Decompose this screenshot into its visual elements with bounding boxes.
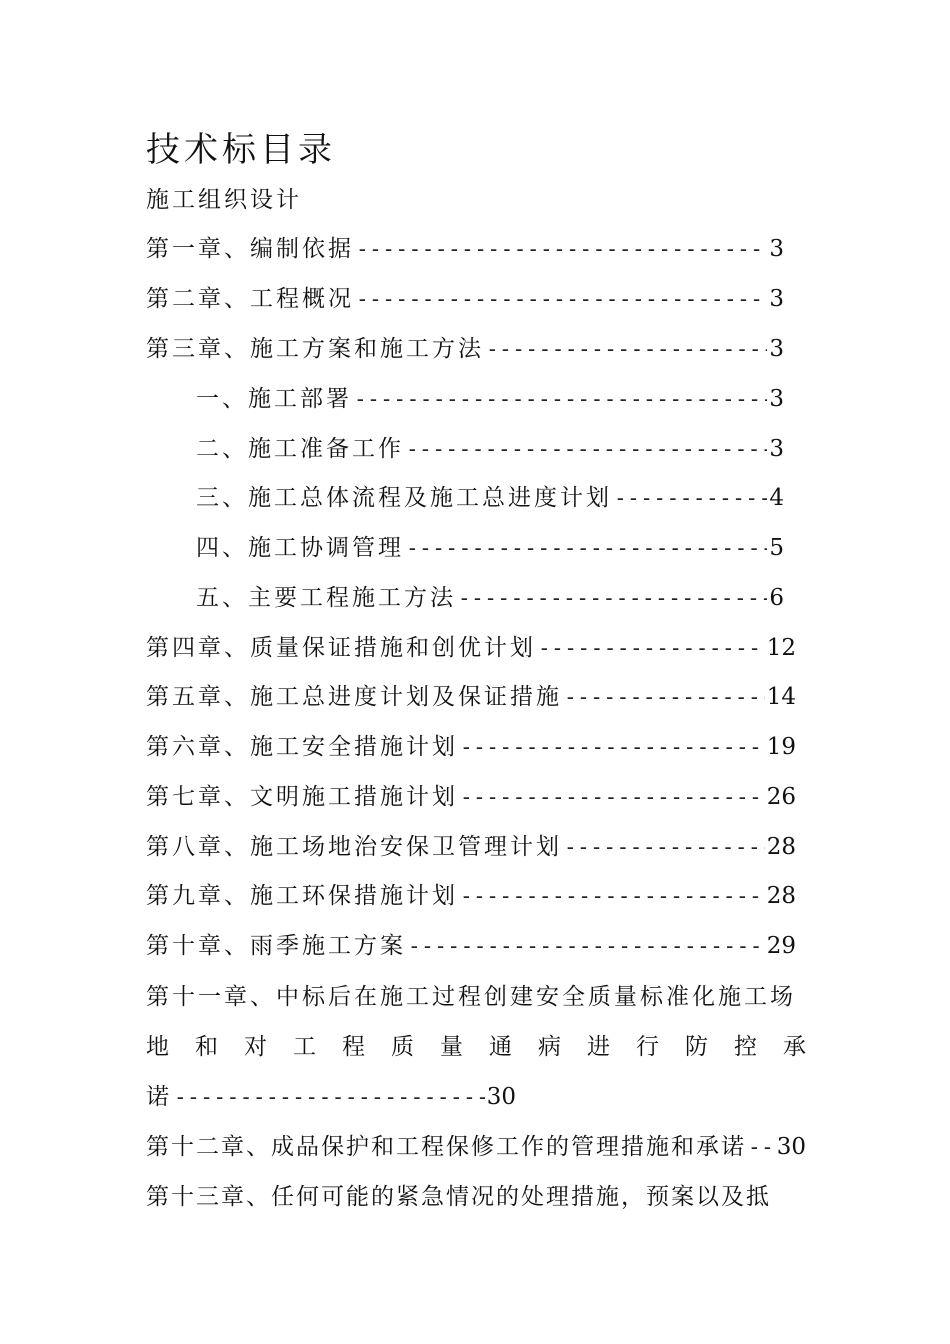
justified-char: 防 [685,1034,708,1060]
toc-entry-page: 5 [769,535,784,561]
toc-entry [146,631,796,665]
toc-entry [146,680,796,714]
justified-char: 质 [391,1034,414,1060]
toc-subentry [196,531,784,565]
justified-char: 承 [783,1034,806,1060]
toc-entry-label: 三、施工总体流程及施工总进度计划 [196,485,612,511]
toc-entry [146,332,784,366]
toc-entry-label: 第五章、施工总进度计划及保证措施 [146,684,562,710]
justified-char: 控 [734,1034,757,1060]
justified-char: 和 [195,1034,218,1060]
toc-entry-page: 4 [769,485,784,511]
justified-char: 行 [636,1034,659,1060]
toc-leader [354,382,767,416]
justified-char: 程 [342,1034,365,1060]
toc-entry-page: 30 [486,1084,516,1110]
toc-entry-page: 3 [769,286,784,312]
toc-entry [146,730,796,764]
toc-entry-label: 第六章、施工安全措施计划 [146,734,458,760]
justified-char: 通 [489,1034,512,1060]
toc-subentry [196,581,784,615]
toc-entry-label: 第四章、质量保证措施和创优计划 [146,635,536,661]
toc-entry-label: 第十章、雨季施工方案 [146,933,406,959]
toc-leader [406,432,767,466]
chapter11-line1: 第十一章、中标后在施工过程创建安全质量标准化施工场 [146,984,796,1010]
toc-entry-label: 诺 [146,1084,172,1110]
toc-entry-label: 一、施工部署 [196,386,352,412]
toc-leader [614,481,767,515]
toc-entry [146,232,784,266]
toc-entry [146,879,796,913]
toc-entry-page: 3 [769,236,784,262]
toc-entry-label: 第九章、施工环保措施计划 [146,883,458,909]
toc-subentry [196,481,784,515]
toc-entry [146,282,784,316]
toc-leader [564,680,765,714]
toc-entry [146,830,796,864]
toc-entry-page: 3 [769,386,784,412]
toc-entry [146,1130,806,1164]
toc-entry-label: 第八章、施工场地治安保卫管理计划 [146,834,562,860]
toc-entry-page: 29 [766,933,796,959]
toc-entry-label: 五、主要工程施工方法 [196,585,456,611]
toc-entry-label: 第一章、编制依据 [146,236,354,262]
toc-entry-page: 3 [769,436,784,462]
toc-leader [406,531,767,565]
toc-entry-page: 28 [766,834,796,860]
toc-entry-page: 3 [769,336,784,362]
justified-char: 进 [587,1034,610,1060]
chapter13-line1: 第十三章、任何可能的紧急情况的处理措施，预案以及抵 [146,1184,771,1210]
section-title: 施工组织设计 [146,187,302,213]
justified-char: 工 [293,1034,316,1060]
toc-entry-page: 6 [769,585,784,611]
toc-entry-page: 12 [766,635,796,661]
chapter11-line3 [146,1080,516,1114]
toc-entry-label: 第二章、工程概况 [146,286,354,312]
toc-entry [146,780,796,814]
toc-leader [460,730,765,764]
toc-entry-label: 第十二章、成品保护和工程保修工作的管理措施和承诺 [146,1134,746,1160]
toc-leader [460,879,765,913]
toc-entry-label: 二、施工准备工作 [196,436,404,462]
toc-subentry [196,432,784,466]
toc-leader [564,830,765,864]
toc-entry [146,929,796,963]
toc-entry-page: 19 [766,734,796,760]
toc-entry-page: 30 [776,1134,806,1160]
toc-subentry [196,382,784,416]
toc-entry-label: 四、施工协调管理 [196,535,404,561]
toc-entry-page: 28 [766,883,796,909]
toc-leader [356,282,767,316]
justified-char: 病 [538,1034,561,1060]
page-title: 技术标目录 [146,130,336,170]
toc-entry-label: 第三章、施工方案和施工方法 [146,336,484,362]
toc-leader [174,1080,485,1114]
toc-leader [748,1130,775,1164]
toc-leader [486,332,767,366]
toc-leader [460,780,765,814]
toc-entry-page: 14 [766,684,796,710]
justified-char: 地 [146,1034,169,1060]
toc-leader [458,581,767,615]
toc-entry-label: 第七章、文明施工措施计划 [146,784,458,810]
toc-leader [408,929,765,963]
justified-char: 量 [440,1034,463,1060]
toc-entry-page: 26 [766,784,796,810]
toc-leader [538,631,765,665]
justified-char: 对 [244,1034,267,1060]
toc-leader [356,232,767,266]
chapter11-line2 [146,1030,806,1064]
